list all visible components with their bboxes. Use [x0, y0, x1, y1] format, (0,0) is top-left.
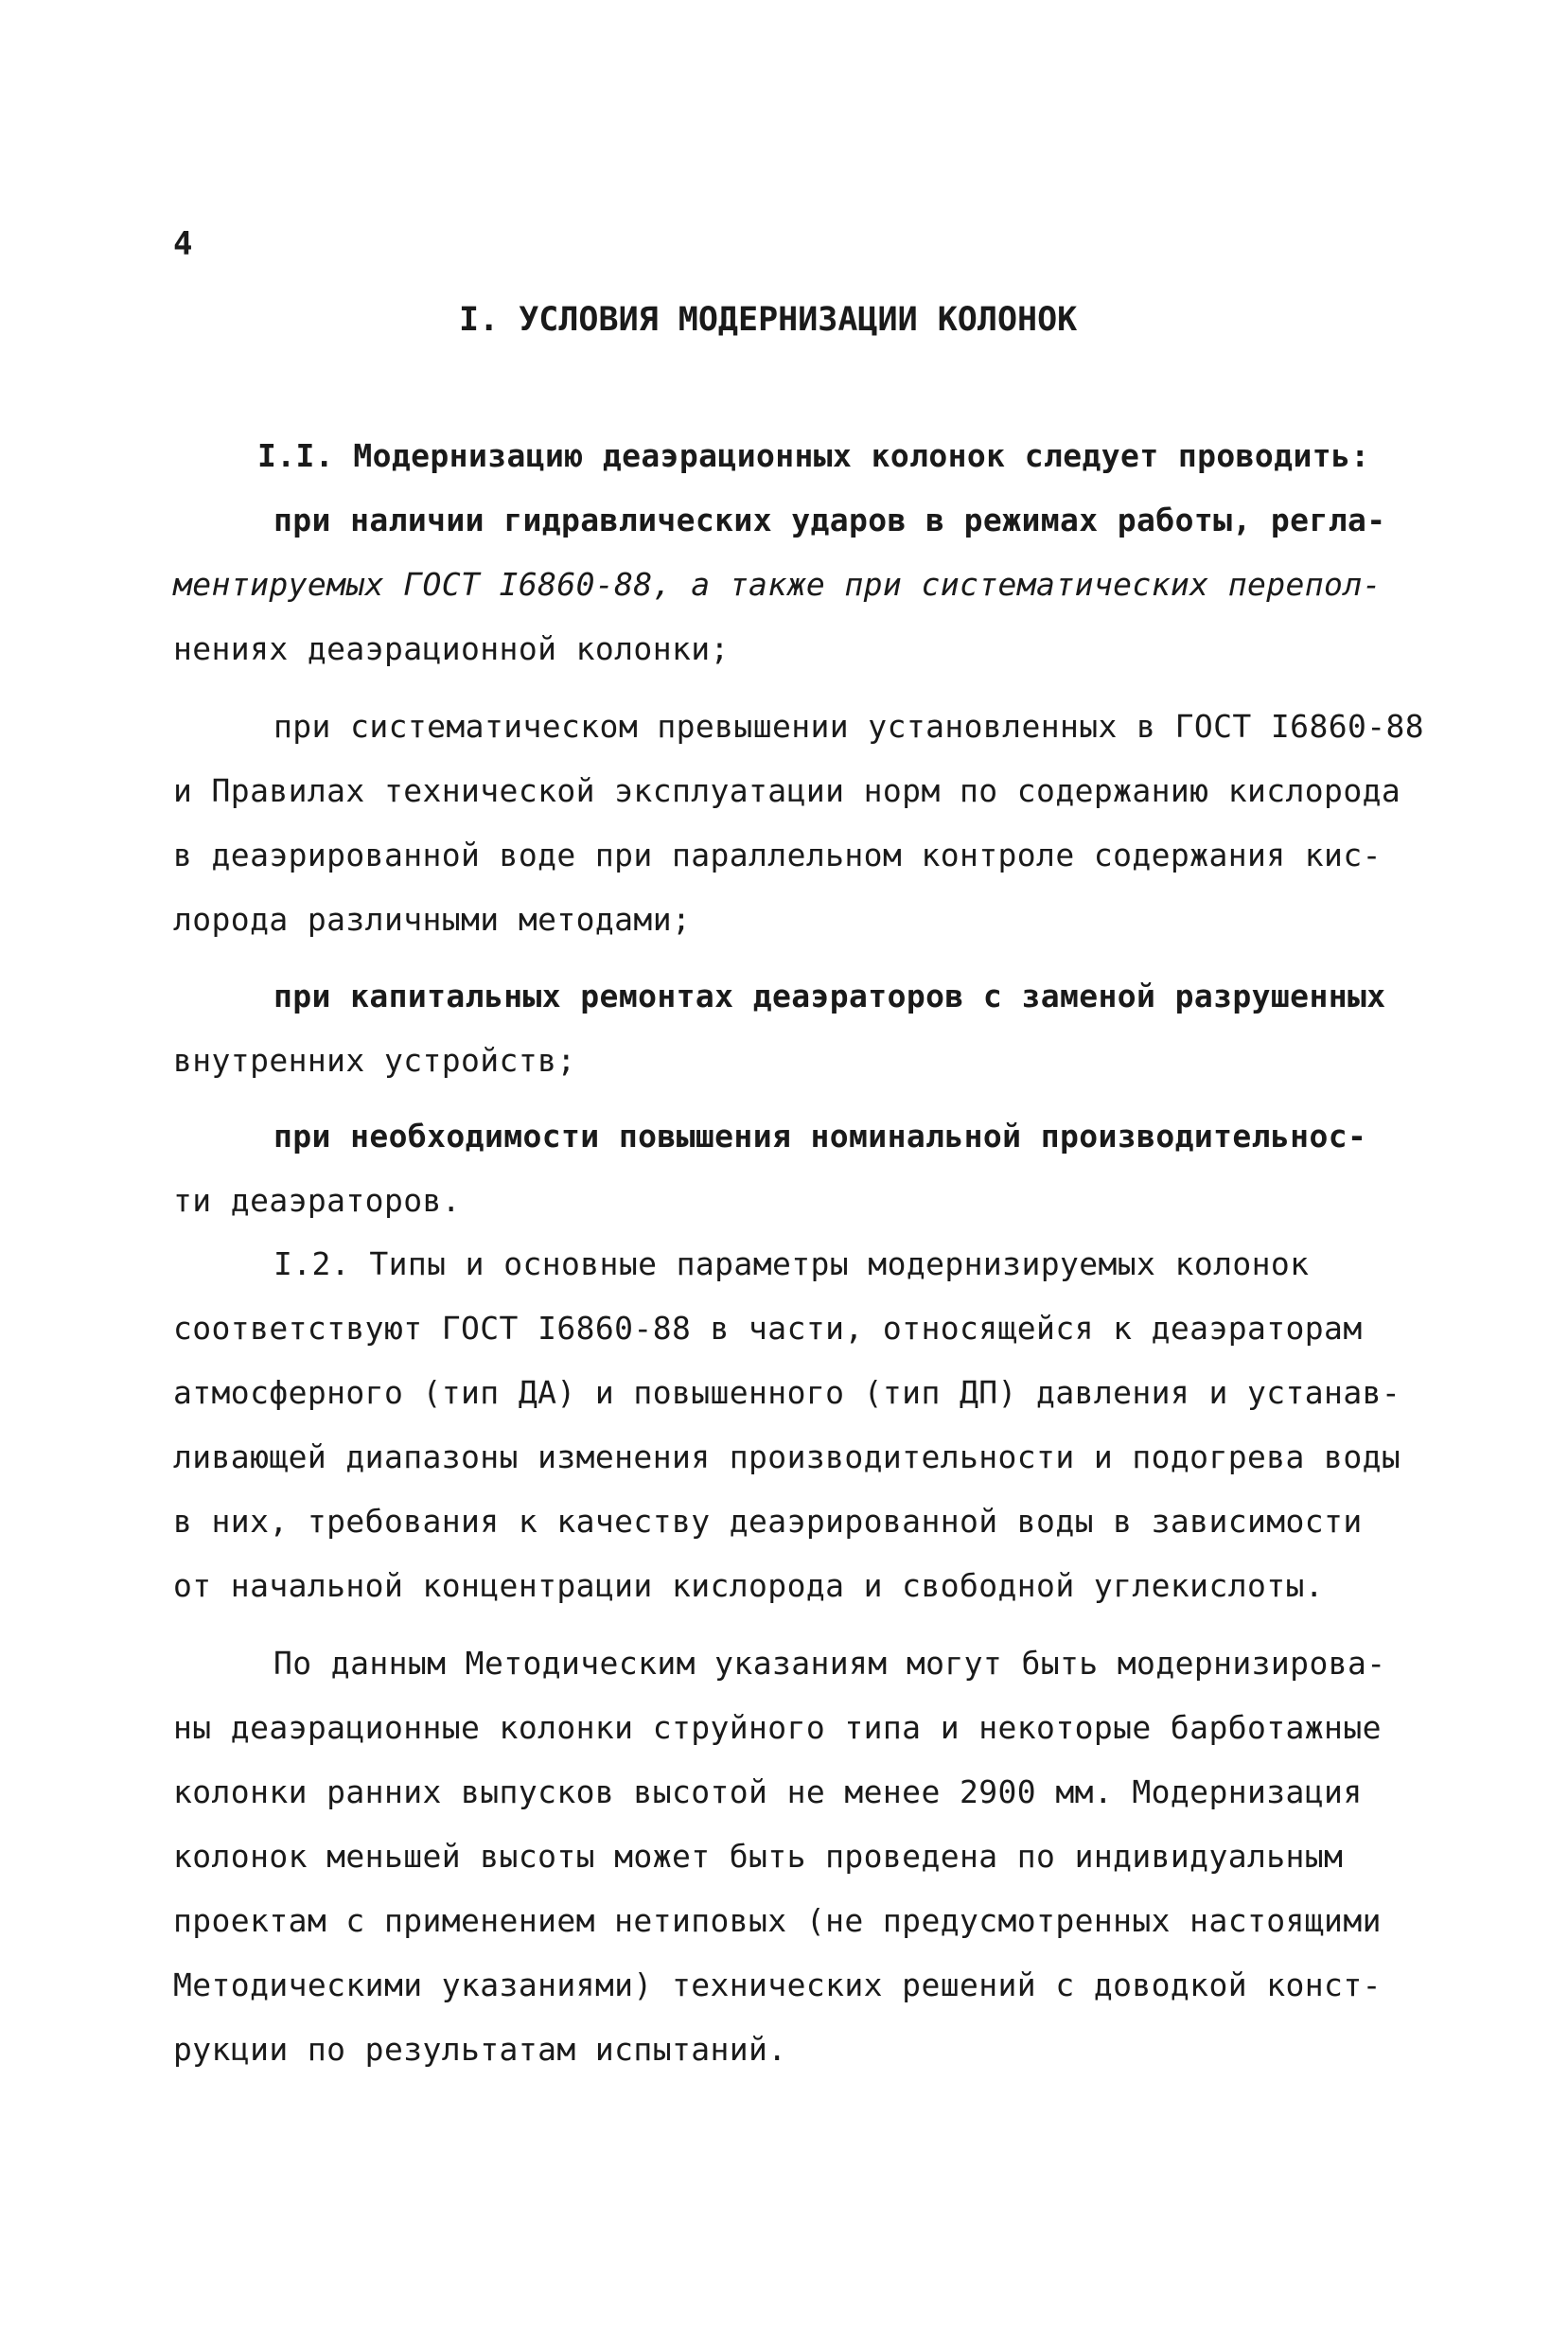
text-line-15: атмосферного (тип ДА) и повышенного (тип ДП) давления и устанав- — [173, 1374, 1401, 1411]
text-line-16: ливающей диапазоны изменения производительности и подогрева воды — [173, 1438, 1401, 1475]
text-line-14: соответствуют ГОСТ I6860-88 в части, относящейся к деаэраторам — [173, 1310, 1363, 1347]
text-line-8: лорода различными методами; — [173, 901, 692, 938]
text-line-12: ти деаэраторов. — [173, 1182, 462, 1219]
text-line-20: ны деаэрационные колонки струйного типа и некоторые барботажные — [173, 1709, 1382, 1746]
text-line-22: колонок меньшей высоты может быть проведена по индивидуальным — [173, 1838, 1344, 1875]
page-number: 4 — [173, 225, 193, 263]
text-line-13: I.2. Типы и основные параметры модернизируемых колонок — [273, 1245, 1310, 1282]
text-line-5: при систематическом превышении установленных в ГОСТ I6860-88 — [273, 708, 1425, 745]
text-line-7: в деаэрированной воде при параллельном контроле содержания кис- — [173, 837, 1382, 873]
text-line-2: при наличии гидравлических ударов в режимах работы, регла- — [273, 502, 1386, 538]
text-line-19: По данным Методическим указаниям могут быть модернизирова- — [273, 1645, 1386, 1682]
text-line-10: внутренних устройств; — [173, 1042, 576, 1079]
section-title: I. УСЛОВИЯ МОДЕРНИЗАЦИИ КОЛОНОК — [459, 301, 1078, 339]
text-line-25: рукции по результатам испытаний. — [173, 2031, 787, 2068]
text-line-11: при необходимости повышения номинальной производительнос- — [273, 1118, 1367, 1155]
text-line-24: Методическими указаниями) технических решений с доводкой конст- — [173, 1966, 1382, 2003]
text-line-4: нениях деаэрационной колонки; — [173, 630, 730, 667]
text-line-9: при капитальных ремонтах деаэраторов с заменой разрушенных — [273, 978, 1386, 1014]
text-line-17: в них, требования к качеству деаэрированной воды в зависимости — [173, 1503, 1363, 1540]
text-line-6: и Правилах технической эксплуатации норм по содержанию кислорода — [173, 772, 1401, 809]
text-line-1: I.I. Модернизацию деаэрационных колонок следует проводить: — [257, 437, 1370, 474]
text-line-18: от начальной концентрации кислорода и свободной углекислоты. — [173, 1567, 1325, 1604]
text-line-3: ментируемых ГОСТ I6860-88, а также при систематических перепол- — [173, 566, 1382, 603]
text-line-21: колонки ранних выпусков высотой не менее 2900 мм. Модернизация — [173, 1773, 1363, 1810]
text-line-23: проектам с применением нетиповых (не предусмотренных настоящими — [173, 1902, 1382, 1939]
